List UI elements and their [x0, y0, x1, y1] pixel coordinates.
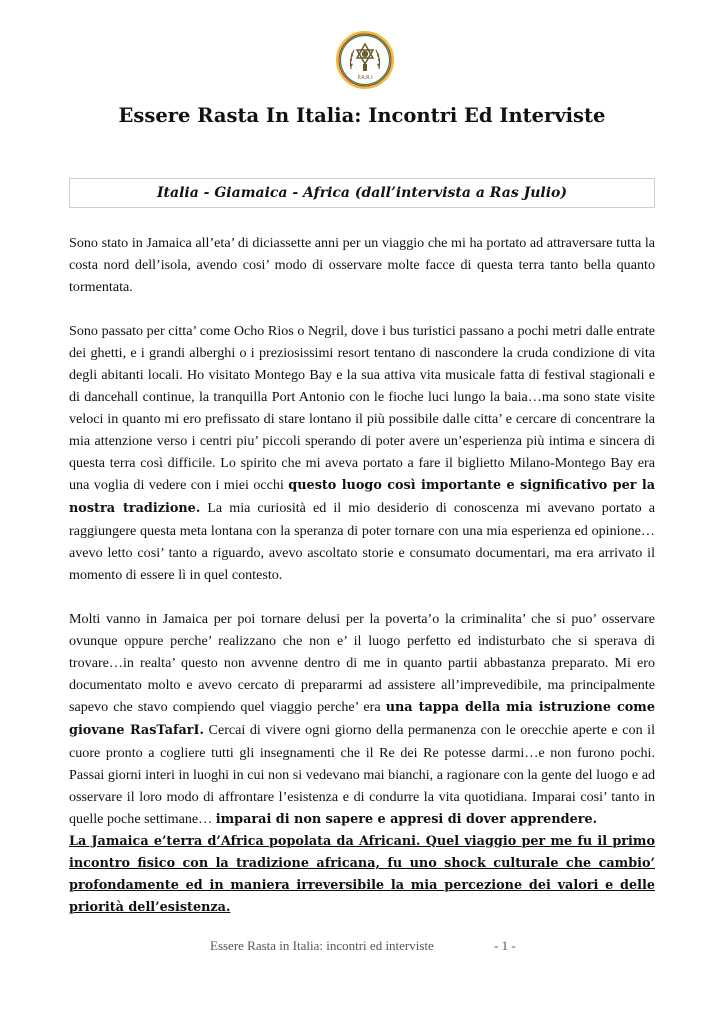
paragraph-3-bold-b: imparai di non sapere e appresi di dover apprendere. — [215, 812, 598, 827]
lion-star-emblem-icon — [336, 31, 394, 89]
paragraph-3-text-b: Cercai di vivere ogni giorno della permanenza con le orecchie aperte e con il cuore pronto a cogliere tutti gli insegnamenti che il Re dei Re potesse darmi…e non furono pochi. Passai giorni interi in luoghi in cui non si vedevano mai bianchi, a ragionare con la gente del luogo e ad osservare il loro modo di affrontare l’esistenza e di condurre la vita quotidiana. Imparai cosi’ tanto in quelle poche settimane… — [69, 722, 656, 827]
svg-text:P.A.R.I: P.A.R.I — [357, 75, 373, 81]
section-subtitle: Italia - Giamaica - Africa (dall’intervista a Ras Julio) — [69, 178, 655, 208]
paragraph-2-bold: questo luogo così importante e significativo per la nostra tradizione. — [69, 478, 655, 516]
pari-logo — [336, 31, 394, 89]
paragraph-2 — [69, 320, 655, 586]
paragraph-1: Sono stato in Jamaica all’eta’ di diciassette anni per un viaggio che mi ha portato ad attraversare tutta la costa nord dell’isola, avendo cosi’ modo di osservare molte facce di questa terra tanto bella quanto tormentata. — [69, 235, 655, 295]
footer-text: Essere Rasta in Italia: incontri ed interviste — [210, 938, 434, 953]
paragraph-2-text-a: Sono passato per citta’ come Ocho Rios o Negril, dove i bus turistici passano a pochi metri dalle entrate dei ghetti, e i grandi alberghi o i preziosissimi resort tentano di nascondere la cruda condizione di vita degli abitanti locali. Ho visitato Montego Bay e la sua attiva vita musicale fatta di festival stagionali e di dancehall continue, la tranquilla Port Antonio con le fioche luci lungo la baia…ma sono state visite veloci in quanto mi ero prefissato di stare lontano il più possibile dalle citta’ e cercare di concentrare la mia attenzione verso i centri piu’ piccoli sperando di poter avere un’esperienza più intima e sincera di questa terra così difficile. Lo spirito che mi aveva portato a fare il biglietto Milano-Montego Bay era una voglia di vedere con i miei occhi — [69, 323, 655, 493]
paragraph-4-underlined: La Jamaica e’terra d’Africa popolata da Africani. Quel viaggio per me fu il primo incontro fisico con la tradizione africana, fu uno shock culturale che cambio’ profondamente ed in maniera irreversibile la mia percezione dei valori e delle priorità dell’esistenza. — [69, 834, 655, 915]
document-title: Essere Rasta In Italia: Incontri Ed Interviste — [118, 104, 606, 127]
article-body — [69, 232, 655, 919]
page-footer — [0, 938, 724, 958]
paragraph-3-text-a: Molti vanno in Jamaica per poi tornare delusi per la poverta’o la criminalita’ che si puo’ osservare ovunque oppure perche’ realizzano che non e’ il luogo perfetto ed indisturbato che si sperava di trovare…in realta’ questo non avvenne dentro di me in quanto partii abbastanza preparato. Mi ero documentato molto e avevo cercato di prepararmi ad assistere all’imprevedibile, ma principalmente sapevo che stavo compiendo quel viaggio perche’ era — [69, 611, 655, 715]
paragraph-3-bold-a: una tappa della mia istruzione come giovane RasTafarI. — [69, 700, 655, 738]
paragraph-2-text-b: La mia curiosità ed il mio desiderio di conoscenza mi avevano portato a raggiungere questa meta lontana con la speranza di poter tornare con una mia esperienza ed opinione…avevo letto cosi’ tanto a riguardo, avevo ascoltato storie e consumato documentari, ma era arrivato il momento di essere lì in quel contesto. — [69, 500, 655, 583]
paragraph-3 — [69, 608, 655, 831]
page-number: - 1 - — [494, 938, 516, 953]
